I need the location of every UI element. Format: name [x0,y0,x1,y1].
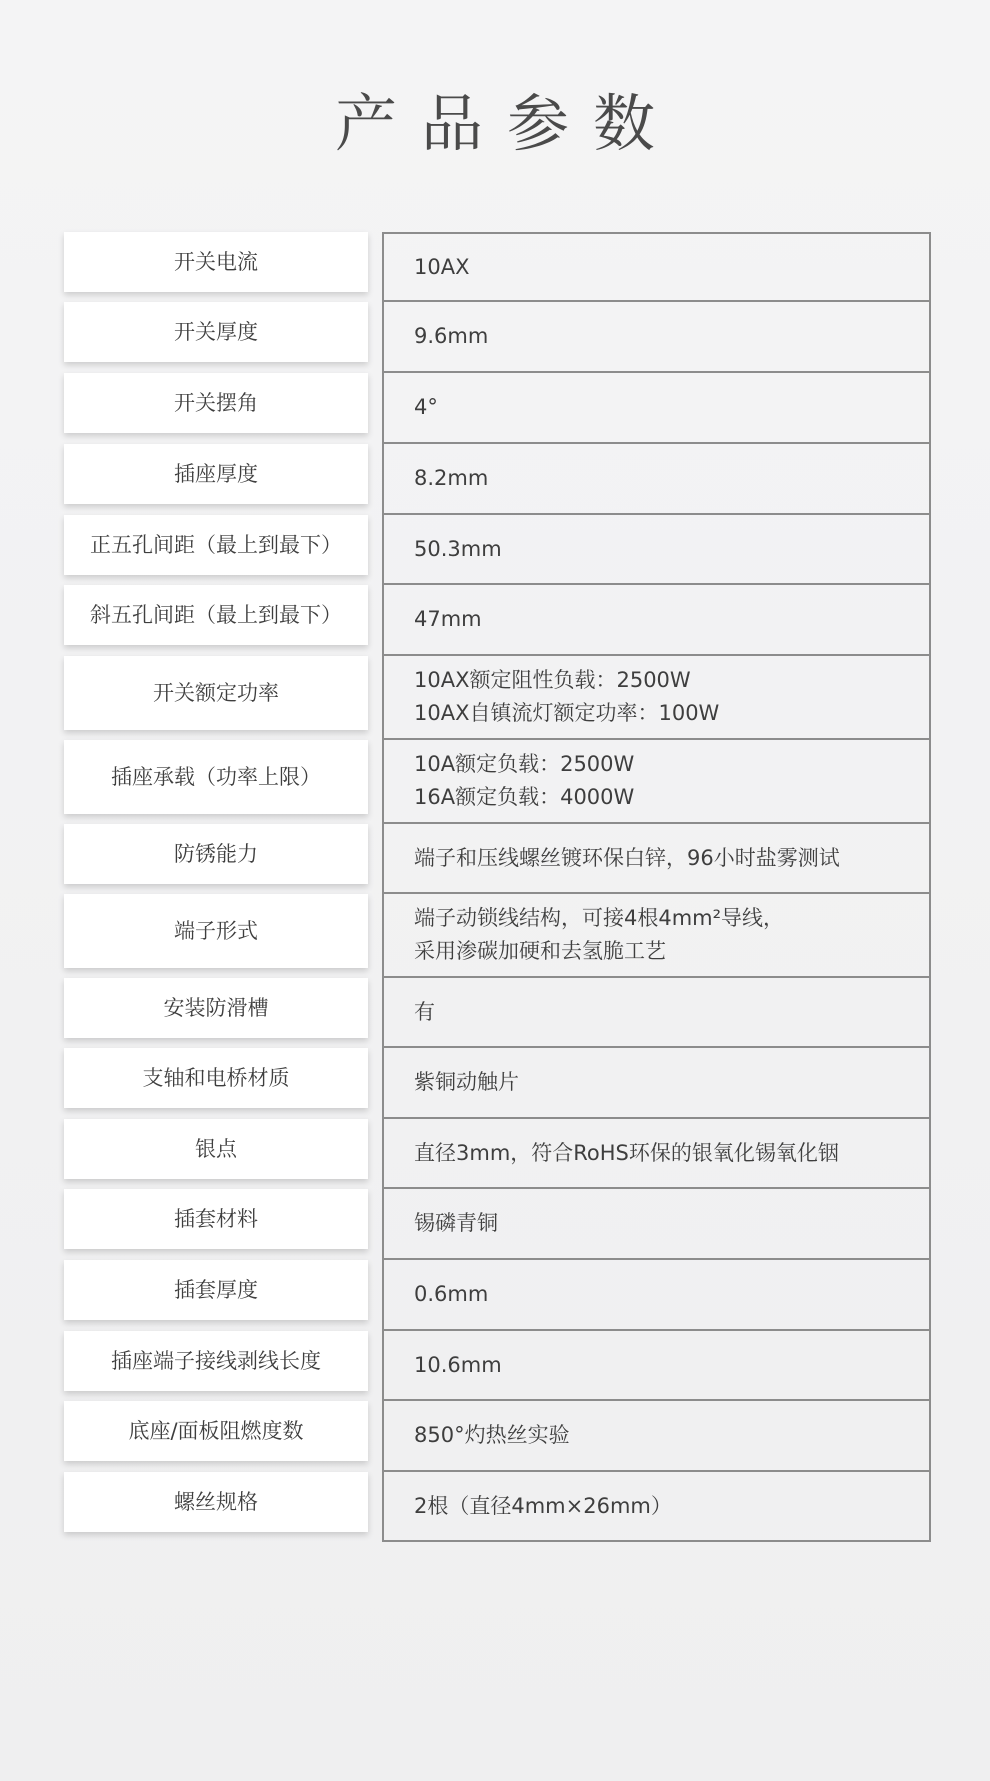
spec-value [382,444,931,515]
spec-label: 底座/面板阻燃度数 [64,1401,368,1461]
spec-label: 开关额定功率 [64,656,368,730]
spec-row [64,894,931,978]
spec-row [64,656,931,740]
spec-value-line: 端子和压线螺丝镀环保白锌，96小时盐雾测试 [414,845,840,870]
spec-label: 正五孔间距（最上到最下） [64,515,368,575]
spec-value-line: 10AX [414,254,470,279]
spec-value [382,894,931,978]
spec-label: 插套材料 [64,1189,368,1249]
spec-label: 端子形式 [64,894,368,968]
spec-value [382,302,931,373]
spec-label: 安装防滑槽 [64,978,368,1038]
spec-value [382,824,931,894]
spec-value-line: 锡磷青铜 [414,1211,498,1235]
spec-value [382,1331,931,1401]
spec-label: 螺丝规格 [64,1472,368,1532]
spec-row [64,1119,931,1189]
spec-value-line: 10AX额定阻性负载：2500W [414,668,691,692]
spec-label: 插座端子接线剥线长度 [64,1331,368,1391]
spec-row [64,978,931,1048]
spec-label: 开关摆角 [64,373,368,433]
spec-value-line: 50.3mm [414,536,502,561]
spec-row [64,740,931,824]
spec-row [64,302,931,373]
spec-label: 插套厚度 [64,1260,368,1320]
spec-label: 斜五孔间距（最上到最下） [64,585,368,645]
spec-row [64,444,931,515]
spec-label: 银点 [64,1119,368,1179]
spec-row [64,1260,931,1331]
spec-value-line: 2根（直径4mm×26mm） [414,1493,672,1518]
spec-label: 插座厚度 [64,444,368,504]
spec-label: 插座承载（功率上限） [64,740,368,814]
spec-value [382,373,931,444]
page-title: 产品参数 [334,87,679,160]
spec-value [382,515,931,585]
spec-row [64,1472,931,1542]
spec-label: 支轴和电桥材质 [64,1048,368,1108]
spec-value-line: 10.6mm [414,1352,502,1377]
spec-value [382,1401,931,1472]
spec-row [64,232,931,302]
spec-value-line: 紫铜动触片 [414,1070,519,1094]
spec-value-line: 9.6mm [414,324,489,348]
spec-value-line: 47mm [414,607,482,631]
spec-value-line: 有 [414,999,435,1024]
spec-row [64,1331,931,1401]
spec-row [64,824,931,894]
spec-value-line: 10AX自镇流灯额定功率：100W [414,701,720,725]
spec-label: 开关电流 [64,232,368,292]
spec-row [64,1048,931,1119]
spec-value [382,232,931,302]
spec-value-line: 16A额定负载：4000W [414,785,635,809]
spec-value [382,978,931,1048]
spec-label: 防锈能力 [64,824,368,884]
spec-value-line: 端子动锁线结构，可接4根4mm²导线， [414,906,785,930]
spec-value [382,656,931,740]
spec-value [382,740,931,824]
spec-value-line: 采用渗碳加硬和去氢脆工艺 [414,939,666,963]
spec-value [382,585,931,656]
spec-value-line: 850°灼热丝实验 [414,1423,570,1447]
spec-row [64,515,931,585]
spec-value-line: 10A额定负载：2500W [414,752,635,776]
spec-value-line: 4° [414,395,438,419]
spec-value-line: 直径3mm，符合RoHS环保的银氧化锡氧化铟 [414,1140,839,1165]
spec-value [382,1189,931,1260]
spec-value [382,1119,931,1189]
spec-row [64,1401,931,1472]
spec-row [64,373,931,444]
spec-row [64,585,931,656]
spec-value [382,1048,931,1119]
spec-value-line: 0.6mm [414,1282,489,1306]
spec-label: 开关厚度 [64,302,368,362]
spec-row [64,1189,931,1260]
spec-value [382,1472,931,1542]
spec-value [382,1260,931,1331]
spec-value-line: 8.2mm [414,466,489,490]
